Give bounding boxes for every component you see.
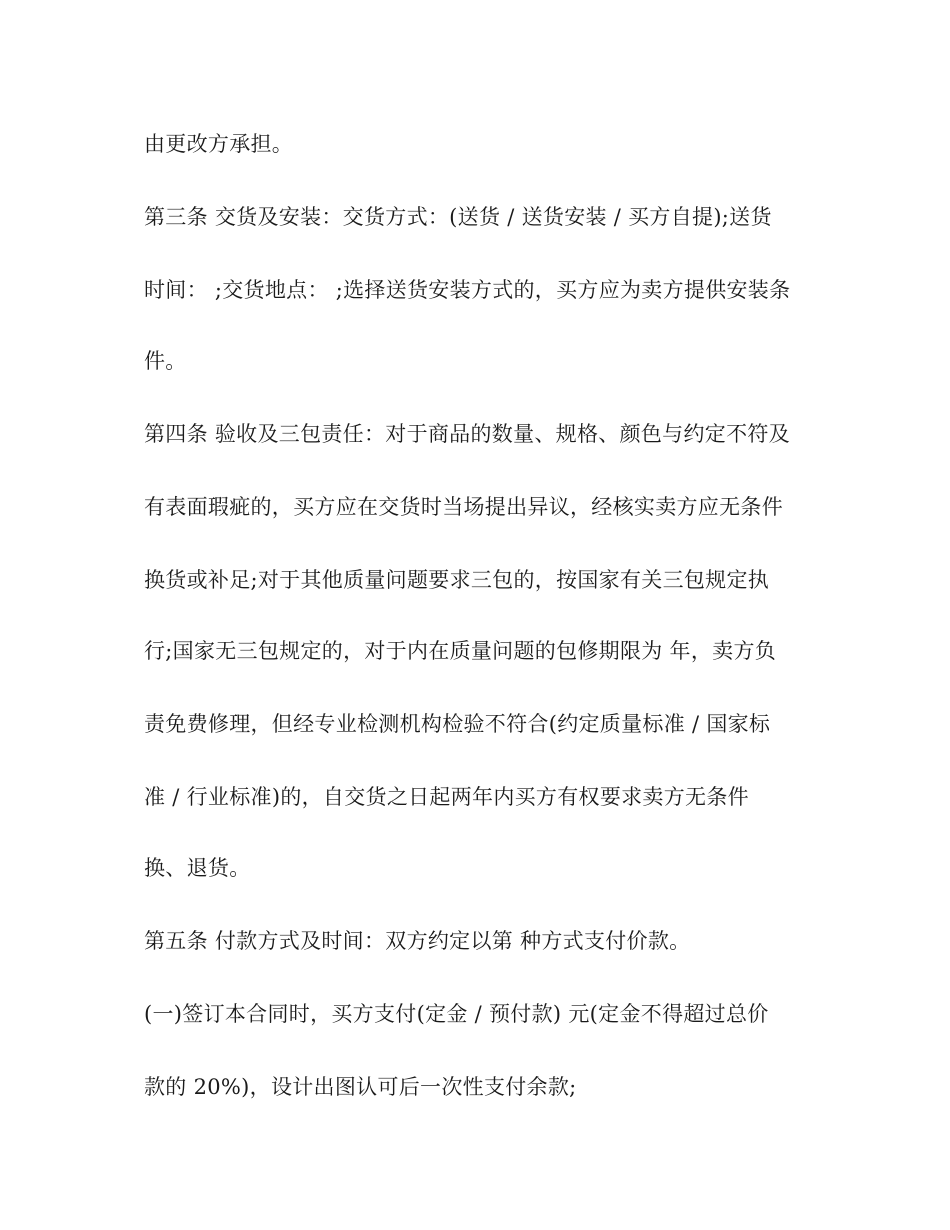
- text-line: 第四条 验收及三包责任：对于商品的数量、规格、颜色与约定不符及: [144, 422, 790, 446]
- text-line: 责免费修理，但经专业检测机构检验不符合(约定质量标准 / 国家标: [144, 712, 771, 736]
- text-line: 换货或补足;对于其他质量问题要求三包的，按国家有关三包规定执: [144, 568, 770, 592]
- text-line: 准 / 行业标准)的，自交货之日起两年内买方有权要求卖方无条件: [144, 785, 749, 809]
- text-line: (一)签订本合同时，买方支付(定金 / 预付款) 元(定金不得超过总价: [144, 1002, 769, 1026]
- text-line: 第五条 付款方式及时间：双方约定以第 种方式支付价款。: [144, 929, 691, 953]
- text-line: 行;国家无三包规定的，对于内在质量问题的包修期限为 年，卖方负: [144, 639, 777, 663]
- text-line: 换、退货。: [144, 856, 251, 880]
- text-line: 款的 20%)，设计出图认可后一次性支付余款;: [144, 1075, 577, 1099]
- text-line: 有表面瑕疵的，买方应在交货时当场提出异议，经核实卖方应无条件: [144, 495, 783, 519]
- text-line: 第三条 交货及安装：交货方式：(送货 / 送货安装 / 买方自提);送货: [144, 205, 772, 229]
- text-line: 件。: [144, 349, 187, 373]
- text-line: 时间： ;交货地点： ;选择送货安装方式的，买方应为卖方提供安装条: [144, 278, 791, 302]
- text-line: 由更改方承担。: [144, 132, 294, 156]
